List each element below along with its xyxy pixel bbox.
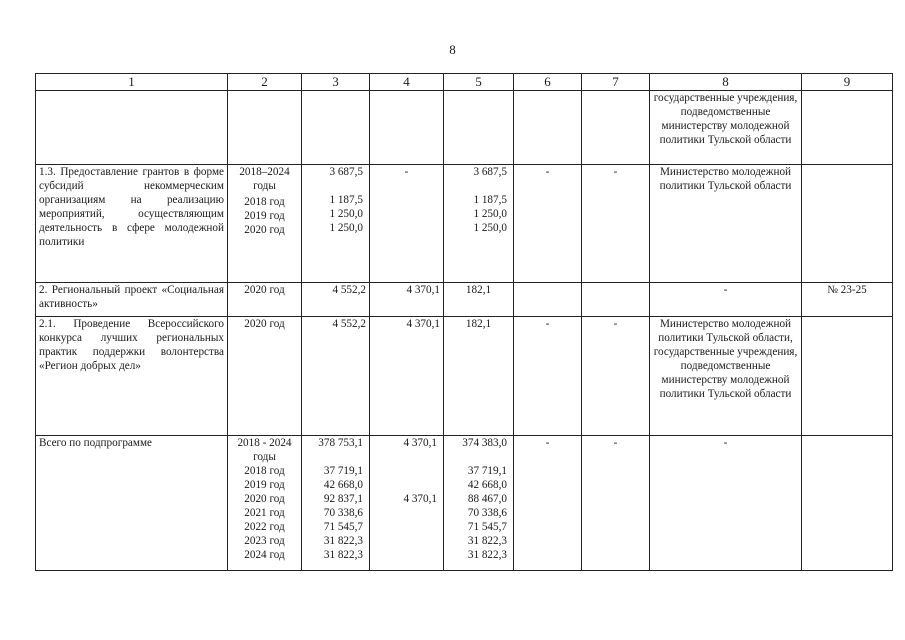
column-header: 1 <box>36 74 228 91</box>
indicator-cell <box>802 317 893 436</box>
local-cell: - <box>514 436 582 571</box>
measure-description: Всего по подпрограмме <box>36 436 228 571</box>
measure-description: 1.3. Предоставление грантов в форме субсидий некоммерческим организациям на реализацию мероприятий, осуществляющим деятельность в сфере молодежной политики <box>36 165 228 283</box>
table-row <box>36 283 893 317</box>
indicator-cell <box>802 91 893 165</box>
years-cell <box>228 91 302 165</box>
executor-cell: - <box>650 436 802 571</box>
local-cell: - <box>514 165 582 283</box>
column-header: 6 <box>514 74 582 91</box>
total-cell: 378 753,1 37 719,1 42 668,0 92 837,1 70 338,6 71 545,7 31 822,3 31 822,3 <box>302 436 370 571</box>
federal-cell: - <box>370 165 444 283</box>
total-cell <box>302 91 370 165</box>
executor-cell: Министерство молодежной политики Тульской области, государственные учреждения, подведомственные министерству молодежной политики Тульской области <box>650 317 802 436</box>
regional-cell: 3 687,5 1 187,5 1 250,0 1 250,0 <box>444 165 514 283</box>
table-row <box>36 436 893 571</box>
regional-cell: 182,1 <box>444 283 514 317</box>
local-cell <box>514 283 582 317</box>
local-cell: - <box>514 317 582 436</box>
other-cell <box>582 91 650 165</box>
page-number: 8 <box>449 42 456 57</box>
column-header: 2 <box>228 74 302 91</box>
indicator-cell <box>802 165 893 283</box>
indicator-cell <box>802 436 893 571</box>
federal-cell: 4 370,1 <box>370 283 444 317</box>
total-cell: 4 552,2 <box>302 283 370 317</box>
executor-cell: государственные учреждения, подведомственные министерству молодежной политики Тульской области <box>650 91 802 165</box>
column-header: 9 <box>802 74 893 91</box>
column-header: 3 <box>302 74 370 91</box>
indicator-cell: № 23-25 <box>802 283 893 317</box>
other-cell: - <box>582 317 650 436</box>
column-header: 7 <box>582 74 650 91</box>
column-header: 4 <box>370 74 444 91</box>
column-header: 5 <box>444 74 514 91</box>
measure-description: 2. Региональный проект «Социальная активность» <box>36 283 228 317</box>
regional-cell <box>444 91 514 165</box>
header-row <box>36 74 893 91</box>
total-cell: 3 687,5 1 187,5 1 250,0 1 250,0 <box>302 165 370 283</box>
local-cell <box>514 91 582 165</box>
regional-cell: 374 383,0 37 719,1 42 668,0 88 467,0 70 338,6 71 545,7 31 822,3 31 822,3 <box>444 436 514 571</box>
years-cell: 2018–2024 годы 2018 год 2019 год 2020 год <box>228 165 302 283</box>
column-header: 8 <box>650 74 802 91</box>
federal-cell <box>370 91 444 165</box>
total-cell: 4 552,2 <box>302 317 370 436</box>
executor-cell: Министерство молодежной политики Тульской области <box>650 165 802 283</box>
federal-cell: 4 370,1 <box>370 317 444 436</box>
years-cell: 2020 год <box>228 283 302 317</box>
federal-cell: 4 370,1 4 370,1 <box>370 436 444 571</box>
years-cell: 2018 - 2024 годы 2018 год 2019 год 2020 год 2021 год 2022 год 2023 год 2024 год <box>228 436 302 571</box>
other-cell <box>582 283 650 317</box>
measure-description <box>36 91 228 165</box>
table-row <box>36 91 893 165</box>
table-row <box>36 317 893 436</box>
budget-table <box>35 73 893 571</box>
executor-cell: - <box>650 283 802 317</box>
table-row <box>36 165 893 283</box>
other-cell: - <box>582 165 650 283</box>
regional-cell: 182,1 <box>444 317 514 436</box>
other-cell: - <box>582 436 650 571</box>
measure-description: 2.1. Проведение Всероссийского конкурса лучших региональных практик поддержки волонтерства «Регион добрых дел» <box>36 317 228 436</box>
years-cell: 2020 год <box>228 317 302 436</box>
